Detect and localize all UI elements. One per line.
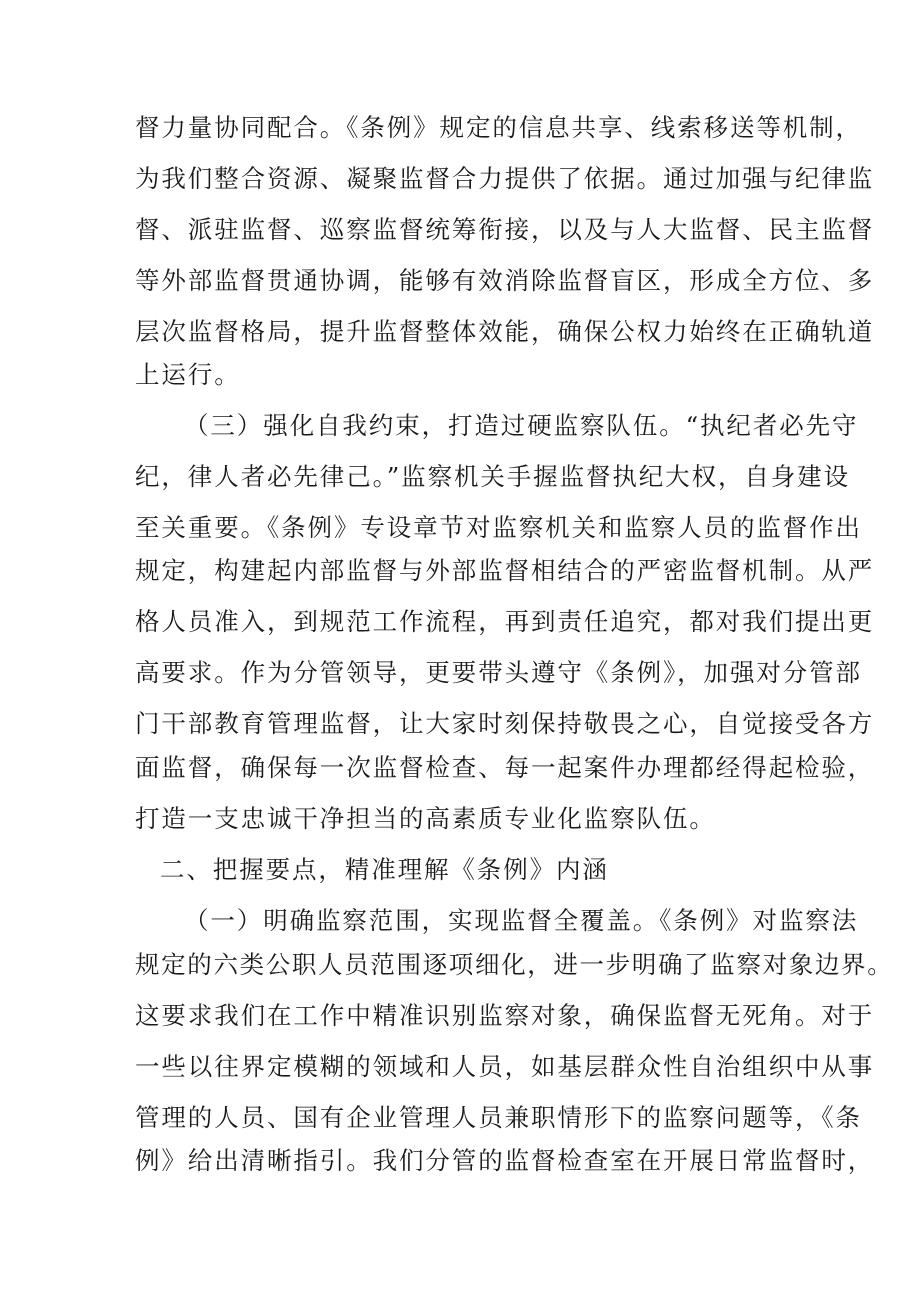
text-line: 格人员准入，到规范工作流程，再到责任追究，都对我们提出更	[135, 607, 875, 636]
text-line: 规定，构建起内部监督与外部监督相结合的严密监督机制。从严	[135, 556, 875, 585]
subsection-heading-line: （一）明确监察范围，实现监督全覆盖。《条例》对监察法	[184, 906, 859, 935]
text-line: 门干部教育管理监督，让大家时刻保持敬畏之心，自觉接受各方	[135, 709, 875, 738]
text-line: 例》给出清晰指引。我们分管的监督检查室在开展日常监督时，	[135, 1146, 875, 1175]
text-line: 打造一支忠诚干净担当的高素质专业化监察队伍。	[135, 804, 716, 833]
text-line: 面监督，确保每一次监督检查、每一起案件办理都经得起检验，	[135, 753, 875, 782]
text-line: 督、派驻监督、巡察监督统筹衔接，以及与人大监督、民主监督	[135, 215, 875, 244]
text-line: 督力量协同配合。《条例》规定的信息共享、线索移送等机制，	[135, 113, 862, 142]
section-heading: 二、把握要点，精准理解《条例》内涵	[160, 855, 609, 884]
text-line: 规定的六类公职人员范围逐项细化，进一步明确了监察对象边界。	[135, 950, 894, 979]
text-line: 上运行。	[135, 360, 241, 389]
text-line: 这要求我们在工作中精准识别监察对象，确保监督无死角。对于	[135, 1001, 875, 1030]
text-line: 管理的人员、国有企业管理人员兼职情形下的监察问题等，《条	[135, 1103, 862, 1132]
text-line: 高要求。作为分管领导，更要带头遵守《条例》，加强对分管部	[135, 658, 862, 687]
text-line: 层次监督格局，提升监督整体效能，确保公权力始终在正确轨道	[135, 317, 875, 346]
text-line: 至关重要。《条例》专设章节对监察机关和监察人员的监督作出	[135, 513, 862, 542]
text-line: 一些以往界定模糊的领域和人员，如基层群众性自治组织中从事	[135, 1052, 875, 1081]
text-line: 为我们整合资源、凝聚监督合力提供了依据。通过加强与纪律监	[135, 164, 875, 193]
text-line: 纪，律人者必先律己。”监察机关手握监督执纪大权，自身建设	[135, 462, 850, 491]
text-line: 等外部监督贯通协调，能够有效消除监督盲区，形成全方位、多	[135, 266, 875, 295]
subsection-heading-line: （三）强化自我约束，打造过硬监察队伍。“执纪者必先守	[184, 411, 859, 440]
